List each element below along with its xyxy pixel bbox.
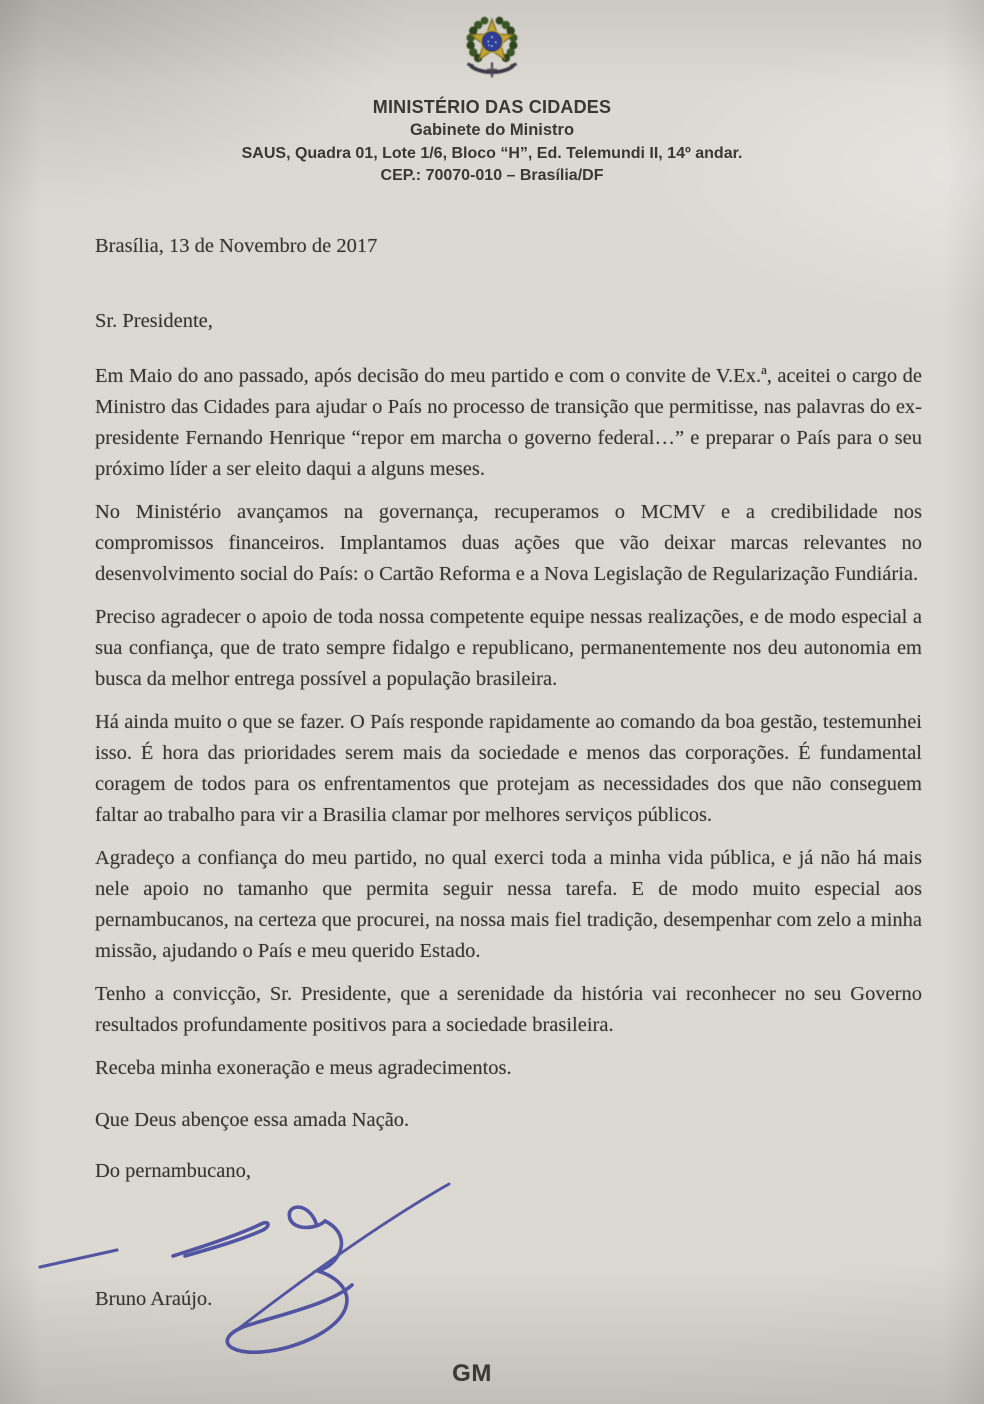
handwritten-signature-icon	[33, 1178, 493, 1373]
letterhead	[0, 0, 984, 185]
paragraph-6: Tenho a convicção, Sr. Presidente, que a serenidade da história vai reconhecer no seu Governo resultados profundamente positivos para a sociedade brasileira.	[95, 983, 922, 1036]
closing-valediction: Do pernambucano,	[95, 1160, 251, 1182]
salutation: Sr. Presidente,	[95, 310, 213, 332]
footer-initials: GM	[452, 1359, 492, 1387]
paragraph-4: Há ainda muito o que se fazer. O País responde rapidamente ao comando da boa gestão, testemunhei isso. É hora das prioridades serem mais da sociedade e menos das corporações. É fundamental coragem de todos para os enfrentamentos que protejam as necessidades dos que não conseguem faltar ao trabalho para vir a Brasilia clamar por melhores serviços públicos.	[95, 711, 922, 826]
address-line: SAUS, Quadra 01, Lote 1/6, Bloco “H”, Ed. Telemundi II, 14º andar.	[241, 145, 743, 162]
paragraph-2: No Ministério avançamos na governança, recuperamos o MCMV e a credibilidade nos compromissos financeiros. Implantamos duas ações que vão deixar marcas relevantes no desenvolvimento social do País: o Cartão Reforma e a Nova Legislação de Regularização Fundiária.	[95, 501, 922, 585]
letter-body	[0, 231, 984, 1358]
brazil-coat-of-arms-icon	[451, 7, 533, 91]
office-name: Gabinete do Ministro	[409, 121, 575, 139]
closing-blessing: Que Deus abençoe essa amada Nação.	[95, 1108, 410, 1131]
paragraph-1: Em Maio do ano passado, após decisão do meu partido e com o convite de V.Ex.ª, aceitei o cargo de Ministro das Cidades para ajudar o País no processo de transição que permitisse, nas palavras do ex-presidente Fernando Henrique “repor em marcha o governo federal…” e preparar o País para o seu próximo líder a ser eleito daqui a alguns meses.	[95, 365, 922, 480]
signer-name: Bruno Araújo.	[95, 1287, 213, 1310]
paragraph-5: Agradeço a confiança do meu partido, no qual exerci toda a minha vida pública, e já não há mais nele apoio no tamanho que permita seguir nessa tarefa. E de modo muito especial aos pernambucanos, na certeza que procurei, na nossa mais fiel tradição, desempenhar com zelo a minha missão, ajudando o País e meu querido Estado.	[95, 847, 922, 962]
closing-exoneration: Receba minha exoneração e meus agradecimentos.	[95, 1057, 512, 1079]
paragraph-3: Preciso agradecer o apoio de toda nossa competente equipe nessas realizações, e de modo especial a sua confiança, que de trato sempre fidalgo e republicano, permanentemente nos deu autonomia em busca da melhor entrega possível a população brasileira.	[95, 606, 922, 690]
ministry-name: MINISTÉRIO DAS CIDADES	[372, 97, 612, 117]
signature-area	[95, 1208, 922, 1358]
cep-line: CEP.: 70070-010 – Brasília/DF	[380, 167, 604, 184]
date-line: Brasília, 13 de Novembro de 2017	[95, 235, 378, 257]
